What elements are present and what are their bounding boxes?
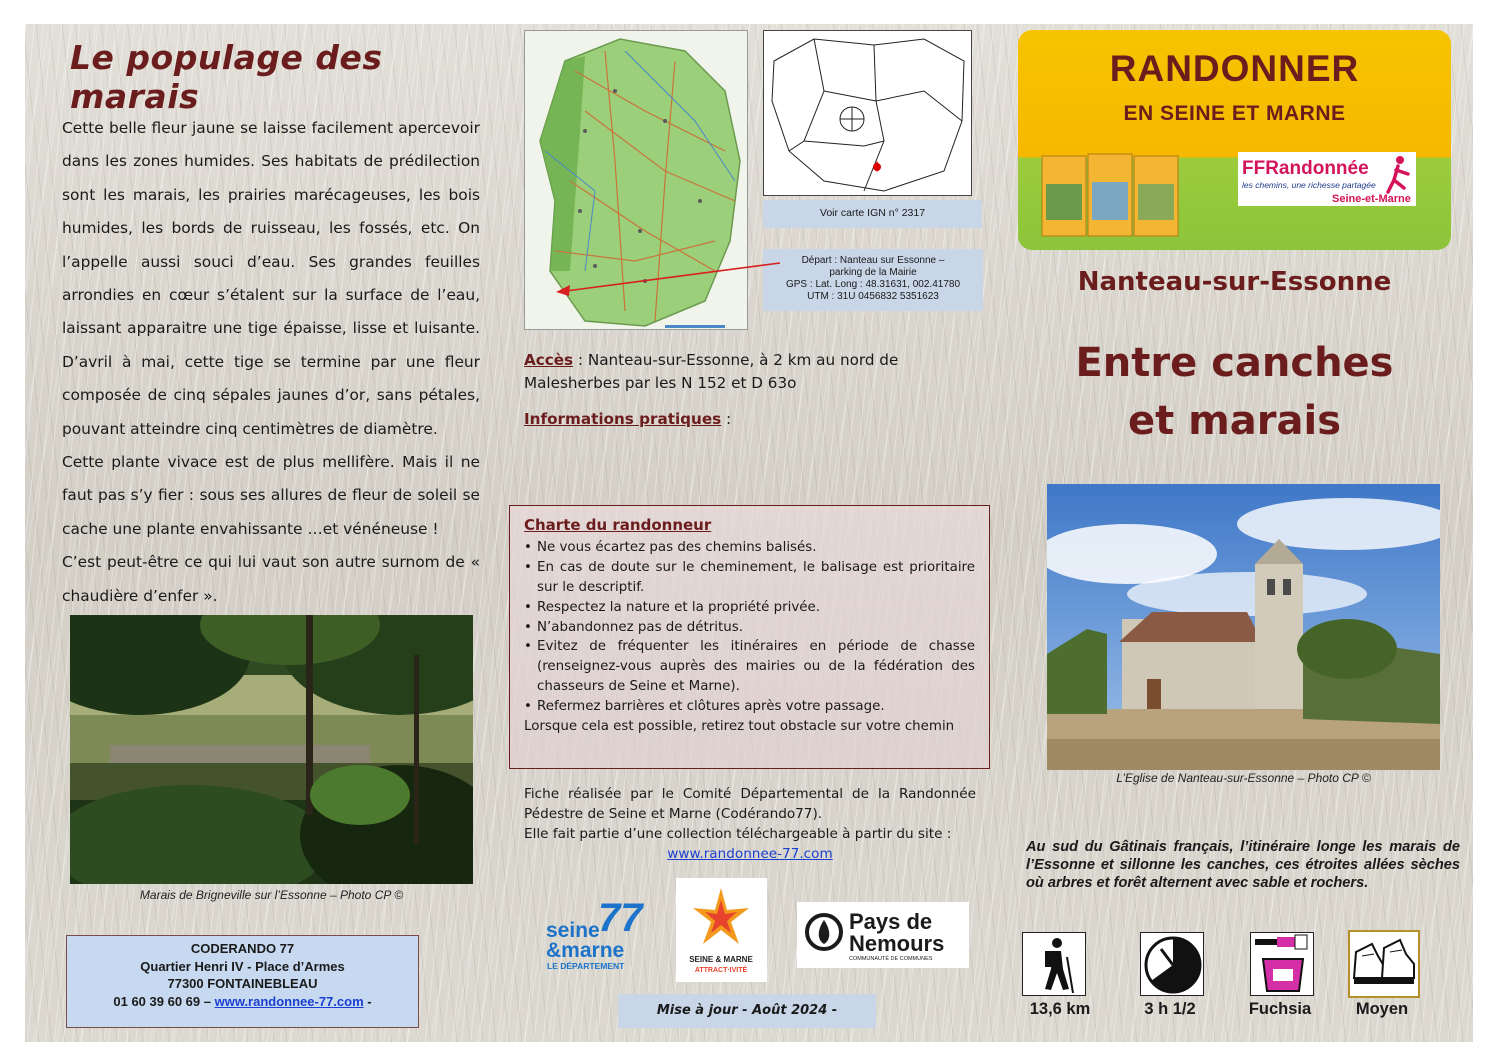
logopn-line3: COMMUNAUTÉ DE COMMUNES xyxy=(849,956,933,962)
access-info xyxy=(524,349,984,395)
region-map xyxy=(763,30,972,196)
paragraph-1: Cette belle fleur jaune se laisse facilement apercevoir dans les zones humides. Ses habitats de prédilection sont les marais, les prairies marécageuses, les bois humides, les bords de ruisseau, les fossés, etc. On l’appelle aussi souci d’eau. Ses grandes feuilles arrondies en cœur s’étalent sur la surface de l’eau, laissant apparaitre une tige épaisse, lisse et luisante. D’avril à mai, cette tige se termine par une fleur composée de cinq sépales jaunes d’or, sans pétales, pouvant atteindre cinq centimètres de diamètre. xyxy=(62,119,480,438)
paragraph-2: Cette plante vivace est de plus mellifère. Mais il ne faut pas s’y fier : sous ses allures de fleur de soleil se cache une plante envahissante …et vénéneuse ! xyxy=(62,453,480,538)
charter-item: • En cas de doute sur le cheminement, le balisage est prioritaire sur le descriptif. xyxy=(524,558,975,598)
hike-title-line-1: Entre canches xyxy=(1075,340,1394,386)
boots-icon xyxy=(1348,930,1420,998)
charter-footer: Lorsque cela est possible, retirez tout obstacle sur votre chemin xyxy=(524,719,955,735)
practical-info xyxy=(524,410,984,428)
contact-box xyxy=(66,935,419,1028)
paint-icon xyxy=(1250,932,1314,996)
contact-trail: - xyxy=(367,993,372,1009)
contact-phone: 01 60 39 60 69 – xyxy=(113,993,211,1009)
departure-arrow xyxy=(550,255,790,300)
charter-item: • Ne vous écartez pas des chemins balisés. xyxy=(524,538,975,558)
credits-website-link[interactable]: www.randonnee-77.com xyxy=(667,846,833,862)
practical-info-suffix: : xyxy=(721,410,732,428)
logo77-number: 77 xyxy=(598,896,643,940)
practical-info-label: Informations pratiques xyxy=(524,410,722,428)
logosm-line2: ATTRACT·IVITÉ xyxy=(694,967,748,974)
difficulty-label: Moyen xyxy=(1355,1000,1409,1018)
charter-list xyxy=(524,538,975,717)
church-photo-caption: L’Eglise de Nanteau-sur-Essonne – Photo CP © xyxy=(1116,771,1371,785)
credits-line-1: Fiche réalisée par le Comité Départemental de la Randonnée Pédestre de Seine et Marne (Codérando77). xyxy=(524,786,976,822)
hike-title-line-2: et marais xyxy=(1127,398,1342,444)
logopn-line1: Pays de xyxy=(849,909,933,934)
hike-title xyxy=(1018,334,1451,450)
logo77-line3: LE DÉPARTEMENT xyxy=(547,961,625,971)
seine-et-marne-77-logo[interactable] xyxy=(540,893,650,975)
charter-item: • Evitez de fréquenter les itinéraires en période de chasse (renseignez-vous auprès des mairies ou de la fédération des chasseurs de Seine et Marne). xyxy=(524,637,975,697)
distance-label: 13,6 km xyxy=(1029,1000,1091,1018)
waymark-color-label: Fuchsia xyxy=(1248,1000,1312,1018)
marsh-photo-caption: Marais de Brigneville sur l’Essonne – Photo CP © xyxy=(139,888,404,902)
contact-website-link[interactable]: www.randonnee-77.com xyxy=(214,993,364,1009)
charter-item: • Refermez barrières et clôtures après votre passage. xyxy=(524,697,975,717)
paragraph-3: C’est peut-être ce qui lui vaut son autre surnom de « chaudière d’enfer ». xyxy=(62,553,480,605)
randonner-banner xyxy=(1018,30,1451,250)
ffr-tagline: les chemins, une richesse partagée xyxy=(1242,180,1376,190)
logo77-line2: &marne xyxy=(546,939,625,962)
banner-subtitle: EN SEINE ET MARNE xyxy=(1123,102,1346,125)
contact-phone-line xyxy=(67,993,418,1011)
ffr-region: Seine-et-Marne xyxy=(1332,193,1411,205)
credits-line-2: Elle fait partie d’une collection téléchargeable à partir du site : xyxy=(524,826,952,842)
access-text: : Nanteau-sur-Essonne, à 2 km au nord de Malesherbes par les N 152 et D 63o xyxy=(524,351,899,392)
ffrandonnee-logo[interactable] xyxy=(1238,152,1416,206)
town-name: Nanteau-sur-Essonne xyxy=(1077,267,1392,297)
departure-line-1: Départ : Nanteau sur Essonne – xyxy=(801,255,945,266)
logo77-line1: seine xyxy=(546,919,600,942)
contact-name: CODERANDO 77 xyxy=(190,941,295,956)
clock-icon xyxy=(1140,932,1204,996)
banner-title: RANDONNER xyxy=(1109,48,1360,89)
logosm-line1: SEINE & MARNE xyxy=(689,955,753,964)
departure-line-2: parking de la Mairie xyxy=(829,267,917,278)
departure-card xyxy=(763,249,983,311)
duration-label: 3 h 1/2 xyxy=(1144,1000,1196,1018)
ffr-brand: FFRandonnée xyxy=(1242,158,1369,179)
contact-address-1: Quartier Henri IV - Place d’Armes xyxy=(140,958,345,974)
charter-item: • N’abandonnez pas de détritus. xyxy=(524,618,975,638)
hiker-charter-box xyxy=(509,505,990,769)
church-photo xyxy=(1047,484,1440,770)
hiker-icon xyxy=(1022,932,1086,996)
pays-de-nemours-logo[interactable] xyxy=(797,902,969,968)
left-title: Le populage des marais xyxy=(70,38,383,116)
access-label: Accès xyxy=(524,351,574,369)
update-date: Mise à jour - Août 2024 - xyxy=(618,994,876,1028)
charter-item: • Respectez la nature et la propriété privée. xyxy=(524,598,975,618)
left-body-text xyxy=(62,112,480,613)
ign-map-card: Voir carte IGN n° 2317 xyxy=(763,200,982,228)
logopn-line2: Nemours xyxy=(849,931,945,956)
seine-marne-attractivite-logo[interactable] xyxy=(676,878,767,982)
intro-text: Au sud du Gâtinais français, l’itinéraire longe les marais de l’Essonne et sillonne les canches, ces étroites allées sèches où arbres et forêt alternent avec sable et rochers. xyxy=(1026,839,1460,892)
charter-title: Charte du randonneur xyxy=(524,516,712,534)
guidebook-covers-image xyxy=(1040,152,1185,242)
departure-utm: UTM : 31U 0456832 5351623 xyxy=(807,291,939,302)
marsh-photo xyxy=(70,615,473,884)
contact-address-2: 77300 FONTAINEBLEAU xyxy=(167,976,318,991)
departure-gps: GPS : Lat. Long : 48.31631, 002.41780 xyxy=(785,279,961,290)
credits-text xyxy=(524,784,976,864)
